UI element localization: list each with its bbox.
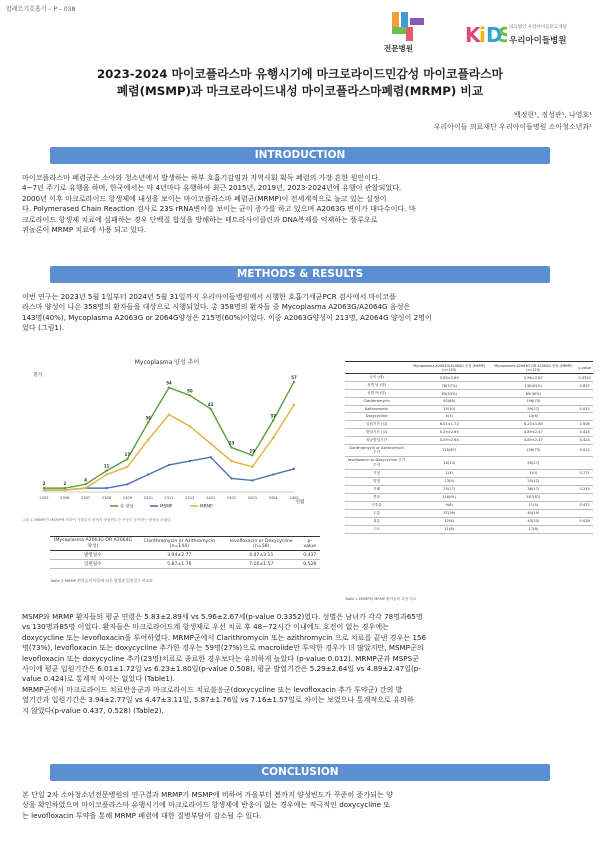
t1-cell: [576, 398, 593, 406]
t1-cell: 92(64): [408, 398, 490, 406]
intro-line: 퀴놀론이 MRMP 치료에 사용 되고 있다.: [22, 225, 147, 235]
t1-cell: 156(73): [490, 444, 576, 456]
data-label: 36: [145, 415, 151, 421]
t1-cell: 평균발열기간: [345, 436, 408, 444]
t1-cell: 콧물: [345, 493, 408, 501]
t1-cell: 4.89±2.47: [490, 436, 576, 444]
t2-cell: 입원일수: [50, 560, 136, 569]
methods-line: 라스마 양성이 나온 358명의 환자들을 대상으로 시행되었다. 총 358명의 환자들 중 Mycoplasma A2063G/A2064G 음성은: [22, 302, 411, 312]
series-point-0: [84, 483, 86, 485]
x-tick-label: 2305: [39, 496, 49, 500]
t1-cell: 0.245: [576, 485, 593, 493]
t1-cell: Azithromycin: [345, 405, 408, 413]
t1-cell: 0.508: [576, 420, 593, 428]
kids-logo-icon: [465, 18, 507, 48]
svg-text:S: S: [498, 23, 507, 47]
authors: 백정현¹, 정성관¹, 나영호¹: [513, 111, 592, 119]
series-point-2: [168, 413, 170, 415]
intro-line: 마이코플라스마 폐렴군은 소아와 청소년에서 발생하는 하부 호흡기감염과 지역사회 획득 폐렴의 가장 흔한 원인이다.: [22, 173, 381, 182]
t1-cell: 0.424: [576, 436, 593, 444]
t1-cell: 0.472: [576, 501, 593, 509]
series-point-1: [293, 468, 295, 470]
table-row: [345, 436, 593, 444]
table-row: [345, 517, 593, 525]
t1-cell: 5.83±2.89: [408, 374, 490, 382]
series-point-2: [272, 437, 274, 439]
series-point-2: [147, 439, 149, 441]
series-point-2: [105, 473, 107, 475]
t1-cell: 13(9): [408, 477, 490, 485]
t1-cell: 13(6): [490, 413, 576, 421]
x-tick-label: 2309: [122, 496, 132, 500]
table-1: [345, 361, 593, 534]
x-tick-label: 2306: [60, 496, 70, 500]
t1-cell: 116(81): [408, 493, 490, 501]
t1-cell: 가래: [345, 485, 408, 493]
t1-cell: Clarithromycin or Azithromycin 투약: [345, 444, 408, 456]
methods-line: 었다 (그림1).: [22, 323, 64, 333]
logo1-label: 전문병원: [384, 44, 413, 53]
x-tick-label: 2402: [226, 496, 237, 500]
t1-cell: 0.697: [576, 382, 593, 390]
table-row: [345, 420, 593, 428]
results-line: 사이에 평균 입원기간은 6.01±1.72일 vs 6.23±1.80일(p-value 0.508), 평균 발열기간은 5.29±2.64일 vs 4.89±2.47일(p-: [22, 664, 421, 674]
t1-cell: 0.3352: [576, 374, 593, 382]
t1-cell: 0.424: [576, 428, 593, 436]
conclusion-line: 본 단일 2차 소아청소년전문병원의 연구결과 MRMP가 MSMP에 비하여 가을부터 봄까지 양성빈도가 꾸준히 증가되는 양: [22, 790, 393, 799]
conclusion-line: 는 levofloxacin 투약을 통해 MRMP 폐렴에 대한 질병부담이 감소될 수 있다.: [22, 810, 262, 820]
t1-cell: [576, 493, 593, 501]
data-label: 57: [291, 374, 297, 380]
series-point-0: [147, 421, 149, 423]
x-tick-label: 2403: [247, 496, 257, 500]
series-point-2: [209, 442, 211, 444]
table-row: [345, 444, 593, 456]
t2-cell: 0.437: [300, 551, 320, 560]
t1-cell: 0.028: [576, 517, 593, 525]
title-line-1: 2023-2024 마이코플라스마 유행시기에 마크로라이드민감성 마이코플라스마: [96, 67, 504, 81]
results-line: MSMP와 MRMP 환자들의 평균 연령은 5.83±2.89세 vs 5.96±2.67세(p-value 0.3352)였다. 성별은 남녀가 각각 78명과65명: [22, 612, 423, 621]
t1-cell: 11(8): [408, 525, 490, 533]
data-label: 2: [63, 481, 67, 487]
results-line: value 0.424)로 통계적 차이는 없었다 (Table1).: [22, 674, 175, 684]
t1-cell: 발열: [345, 477, 408, 485]
x-tick-label: 2401: [206, 496, 216, 500]
t1-cell: 5.96±2.67: [490, 374, 576, 382]
t2-cell: 7.16±1.57: [223, 560, 300, 569]
table-row: [345, 405, 593, 413]
series-point-2: [43, 489, 45, 491]
series-point-1: [272, 473, 274, 475]
table-row: [345, 374, 593, 382]
results-line: levofloxacin 또는 doxycycline 추가(23명)치료로 종료한 경우보다는 유의하게 높았다 (p-value 0.012). MRMP군과 MSPS군: [22, 653, 419, 663]
x-tick-label: 2404: [268, 496, 278, 500]
results-line: 열기간과 입원기간은 3.94±2.77일 vs 4.47±3.11일, 5.87±1.76일 vs 7.16±1.57일로 차이는 보였으나 통계적으로 유의하: [22, 695, 414, 705]
t1-cell: 59(27): [490, 405, 576, 413]
data-label: 50: [187, 388, 193, 394]
t1-cell: 25(17): [408, 485, 490, 493]
table-2-caption: Table 2 MRMP 환자들의 약물에 따른 발열과 입원일수 비교표: [50, 578, 154, 583]
t1-cell: [576, 509, 593, 517]
chart-title: Mycoplasma 양성 추이: [134, 359, 200, 366]
t1-cell: 17(8): [490, 525, 576, 533]
table-row: [345, 382, 593, 390]
t1-cell: 구토: [345, 525, 408, 533]
series-point-2: [293, 404, 295, 406]
table-row: [345, 456, 593, 469]
conclusion-line: 상을 확인하였으며 마이코플라스마 유행시기에 마크로라이드 항생제에 반응이 없는 경우에는 적극적인 doxycycline 또: [22, 800, 391, 810]
svg-text:i: i: [479, 23, 486, 47]
t2-header: levofloxacin or Doxycycline (n=58): [223, 537, 300, 551]
intro-line: 4~7년 주기로 유행을 하며, 한국에서는 약 4년마다 유행하여 최근 2015년, 2019년, 2023-2024년에 유행이 관찰되었다.: [22, 183, 402, 193]
x-tick-label: 2307: [81, 496, 91, 500]
table-row: [345, 501, 593, 509]
chart-caption: 그림 1. MRMP가 MSMP에 비하여 가을부터 봄까지 양성빈도가 꾸준히 증가하는 양상을 보였다.: [22, 518, 172, 522]
table-1-caption: Table 1 MSMP와 MRMP 환자들의 특성 비교: [345, 597, 417, 601]
t1-cell: 입원기간 (일): [345, 420, 408, 428]
series-point-2: [64, 489, 66, 491]
t1-header: [345, 362, 408, 374]
table-row: [345, 390, 593, 398]
legend-label: 총 양성: [120, 503, 134, 509]
legend-label: MRMP: [200, 503, 213, 509]
intro-text: [22, 173, 588, 235]
t1-cell: [576, 413, 593, 421]
table-row: [345, 428, 593, 436]
series-point-2: [251, 466, 253, 468]
t1-cell: 성별 남 (명): [345, 382, 408, 390]
t2-cell: 4.47±3.11: [223, 551, 300, 560]
x-tick-label: 2308: [101, 496, 112, 500]
results-line: MRMP군에서 마크로라이드 치료반응군과 마크로라이드 치료불응군(doxycycline 또는 levofloxacin 추가 투약군) 간의 발: [22, 684, 403, 694]
t1-cell: 6.01±1.72: [408, 420, 490, 428]
t1-cell: 37(26): [408, 509, 490, 517]
t2-cell: 3.94±2.77: [136, 551, 223, 560]
table-row: [345, 477, 593, 485]
series-line-0: [44, 382, 294, 488]
t1-cell: 5.29±2.64: [408, 436, 490, 444]
t1-cell: 4.89±2.47: [490, 428, 576, 436]
t1-cell: 1(0): [490, 469, 576, 477]
series-point-0: [189, 394, 191, 396]
t1-cell: levofloxacin or Doxycycline 추가 투약: [345, 456, 408, 469]
t1-cell: Clarithromycin: [345, 398, 408, 406]
t1-cell: 43(20): [490, 517, 576, 525]
data-label: 54: [166, 380, 172, 386]
methods-text: [22, 292, 588, 334]
mycoplasma-trend-chart: [22, 352, 312, 532]
t1-cell: 187(87): [490, 493, 576, 501]
intro-line: 크로라이드 항생제 치료에 실패하는 경우 단백질 합성을 방해하는 테트라사이클린과 DNA복제를 억제하는 플루오로: [22, 214, 378, 224]
t1-cell: 11(5): [490, 501, 576, 509]
series-point-1: [105, 487, 107, 489]
t1-cell: 156(73): [490, 398, 576, 406]
intro-line: 2000년 이후 마크로라이드 항생제에 내성을 보이는 마이코플라스마 폐렴균(MRMP)이 전세계적으로 늘고 있는 실정이: [22, 193, 387, 203]
t1-cell: 복통: [345, 517, 408, 525]
t1-cell: 기침: [345, 469, 408, 477]
conclusion-header: CONCLUSION: [50, 764, 550, 781]
results-line: doxycycline 또는 levofloxacin을 투여하였다. MRMP군에서 Clarithromycin 또는 azithromycin 으로 치료를 끝낸 경우는 156: [22, 632, 427, 642]
series-point-0: [126, 458, 128, 460]
series-point-1: [189, 460, 191, 462]
t1-cell: [576, 477, 593, 485]
logo2-subtitle: 의료법인 우리아이들의료재단: [509, 25, 567, 30]
table-row: [345, 493, 593, 501]
t1-cell: 발열기간 (일): [345, 428, 408, 436]
table-row: [345, 485, 593, 493]
poster-code: 알레르기호흡기 – P – 038: [6, 6, 76, 13]
t1-cell: [576, 390, 593, 398]
series-point-2: [126, 466, 128, 468]
table-row: [345, 509, 593, 517]
t1-cell: 12(8): [408, 517, 490, 525]
intro-line: 다. Polymerased Chain Reaction 검사로 23S rRNA변이를 보이는 균이 증가를 하고 있으며 A2063G 변이가 대다수이다. 마: [22, 204, 416, 214]
t1-cell: 78(57%): [408, 382, 490, 390]
data-label: 2: [42, 481, 46, 487]
data-label: 17: [124, 452, 131, 458]
series-point-1: [168, 464, 170, 466]
t1-cell: 6.23±1.80: [490, 420, 576, 428]
trend-chart-svg: [22, 352, 312, 517]
conclusion-text: [22, 790, 588, 821]
table-row: [345, 398, 593, 406]
table-row: [345, 413, 593, 421]
t2-header: p-value: [300, 537, 320, 551]
table-2: [50, 536, 320, 569]
data-label: 37: [270, 413, 276, 419]
t1-cell: 0.012: [576, 405, 593, 413]
results-line: vs 130명과85명 이었다. 환자들은 마크로라이드계 항생제로 우선 치료 후 48~72시간 이내에도 호전이 없는 경우에는: [22, 622, 389, 632]
t1-cell: 인후통: [345, 501, 408, 509]
t1-header: Mycoplasma A2063G OR A2064G 양성 (MRMP) (n=215): [490, 362, 576, 374]
t1-cell: 0.012: [576, 444, 593, 456]
t1-cell: [576, 525, 593, 533]
t1-cell: 40(19): [490, 509, 576, 517]
t2-cell: 0.528: [300, 560, 320, 569]
t1-cell: 59(27): [490, 456, 576, 469]
x-tick-label: 2311: [164, 496, 174, 500]
data-label: 43: [207, 401, 214, 407]
methods-header: METHODS & RESULTS: [50, 266, 550, 283]
chart-ylabel: 환자: [33, 373, 43, 378]
t1-cell: 130(61%): [490, 382, 576, 390]
series-point-0: [209, 408, 211, 410]
series-point-1: [209, 456, 211, 458]
results-line: 명(73%), levofloxacin 또는 doxycycline 추가한 경우는 59명(27%)으로 macrolide만 투약한 경우가 더 많았지만, MSMP군의: [22, 643, 424, 653]
affiliation: 우리아이들 의료재단 우리아이들병원 소아청소년과¹: [433, 123, 592, 131]
series-point-1: [230, 477, 232, 479]
t1-cell: 0.771: [576, 469, 593, 477]
t1-cell: 18(13): [408, 456, 490, 469]
chart-xlabel: 연월: [295, 500, 305, 505]
table-row: [345, 525, 593, 533]
t1-header: Mycoplasma A2063G/A2064G 음성 (MSMP) (n=143): [408, 362, 490, 374]
t1-header: p-value: [576, 362, 593, 374]
t1-cell: 4(3): [408, 413, 490, 421]
t2-header: (Mycoplasma A2063G OR A2064G 양성): [50, 537, 136, 551]
t1-cell: 85(40%): [490, 390, 576, 398]
data-label: 11: [103, 463, 110, 469]
t1-cell: 나이 (세): [345, 374, 408, 382]
series-point-1: [126, 483, 128, 485]
t1-cell: 1(4): [408, 469, 490, 477]
methods-line: 143명(40%), Mycoplasma A2063G or 2064G양성은 215명(60%)이었다. 이중 A2063G양성이 213명, A2064G 양성이 2명이: [22, 312, 432, 322]
t1-cell: 36(17): [490, 485, 576, 493]
series-point-0: [272, 419, 274, 421]
t1-cell: 65(43%): [408, 390, 490, 398]
cross-logo-icon: [370, 10, 450, 44]
series-point-2: [84, 487, 86, 489]
series-point-0: [251, 454, 253, 456]
t1-cell: [576, 456, 593, 469]
results-line: 지 않았다(p-value 0.437, 0.528) (Table2).: [22, 705, 164, 715]
table-row: [50, 551, 320, 560]
logo2-label: 우리아이들병원: [509, 36, 567, 46]
series-point-0: [168, 386, 170, 388]
table-row: [50, 560, 320, 569]
specialty-hospital-logo: [370, 10, 450, 54]
series-point-1: [147, 473, 149, 475]
series-point-1: [251, 479, 253, 481]
t2-cell: 5.87±1.76: [136, 560, 223, 569]
data-label: 4: [84, 477, 88, 483]
results-text: [22, 612, 588, 716]
svg-text:K: K: [465, 23, 481, 47]
t1-cell: 25(12): [490, 477, 576, 485]
t2-header: Clarithromycin or Azithromycin (n=144): [136, 537, 223, 551]
series-point-0: [105, 470, 107, 472]
t2-cell: 발열일수: [50, 551, 136, 560]
series-point-0: [230, 446, 232, 448]
legend-label: MSMP: [160, 503, 173, 509]
series-point-2: [230, 460, 232, 462]
poster-title: [10, 66, 590, 100]
t1-cell: 125(87): [408, 444, 490, 456]
t1-cell: 5.29±2.64: [408, 428, 490, 436]
series-point-2: [189, 425, 191, 427]
x-tick-label: 2310: [143, 496, 153, 500]
methods-line: 이번 연구는 2023년 5월 1일부터 2024년 5월 31일까지 우리아이들병원에서 시행한 호흡기세균PCR 검사에서 마이코플: [22, 292, 396, 301]
x-tick-label: 2405: [289, 496, 299, 500]
data-label: 19: [249, 448, 256, 454]
x-tick-label: 2312: [185, 496, 195, 500]
t1-cell: 9(6): [408, 501, 490, 509]
series-point-0: [293, 381, 295, 383]
kids-hospital-logo: [465, 18, 595, 58]
title-line-2: 폐렴(MSMP)과 마크로라이드내성 마이코플라스마폐렴(MRMP) 비교: [116, 84, 484, 98]
table-row: [345, 469, 593, 477]
intro-header: INTRODUCTION: [50, 147, 550, 164]
t1-cell: 15(10): [408, 405, 490, 413]
data-label: 23: [228, 440, 235, 446]
t1-cell: Doxycycline: [345, 413, 408, 421]
t1-cell: 성별 여 (명): [345, 390, 408, 398]
t1-cell: 두통: [345, 509, 408, 517]
svg-text:D: D: [486, 23, 503, 47]
